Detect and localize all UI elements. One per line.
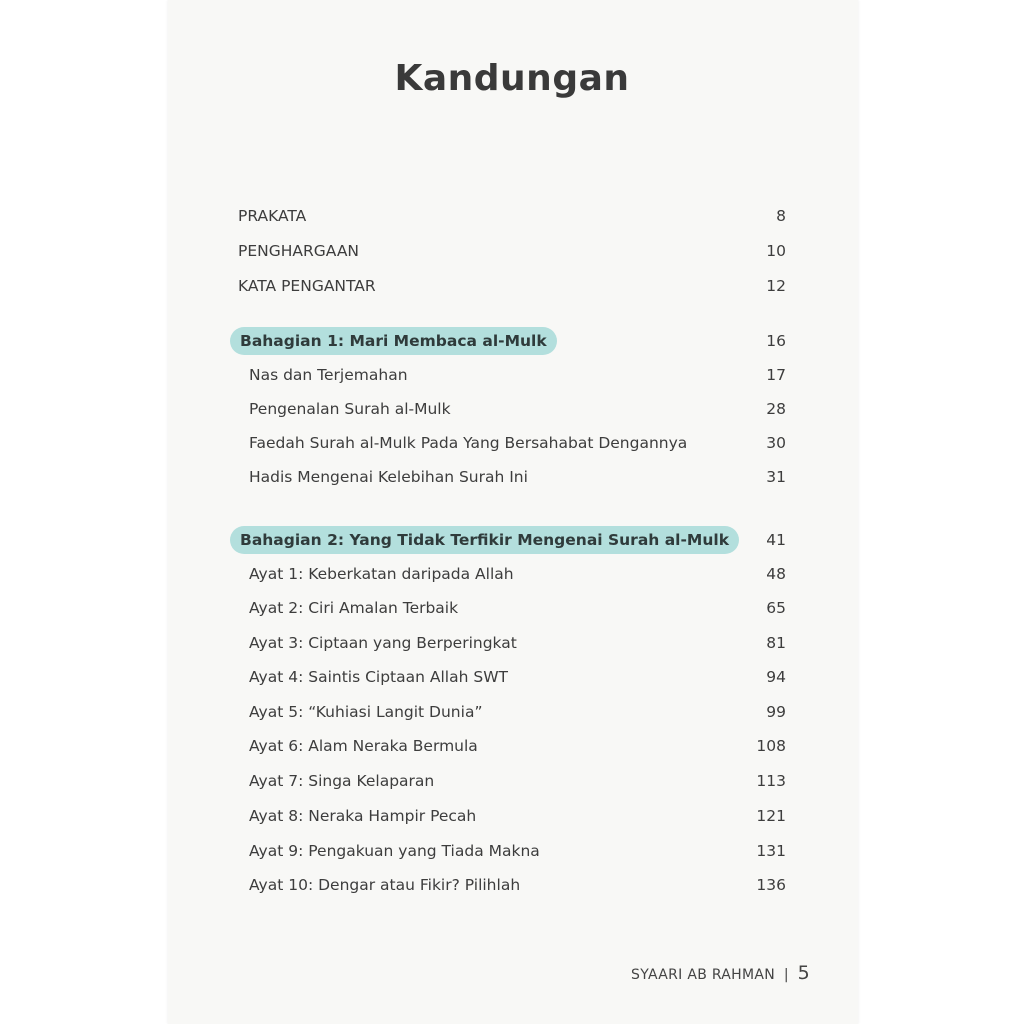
toc-entry-page: 65 — [766, 599, 786, 617]
toc-entry-page: 41 — [766, 531, 786, 549]
toc-entry-label: Ayat 9: Pengakuan yang Tiada Makna — [249, 842, 540, 860]
toc-entry-page: 94 — [766, 668, 786, 686]
toc-entry-label: Ayat 3: Ciptaan yang Berperingkat — [249, 634, 517, 652]
toc-entry — [238, 236, 786, 266]
footer-page-number: 5 — [797, 962, 810, 984]
toc-entry-page: 30 — [766, 434, 786, 452]
toc-entry — [238, 870, 786, 900]
toc-entry — [238, 766, 786, 796]
toc-entry-page: 12 — [766, 277, 786, 295]
toc-entry — [238, 731, 786, 761]
toc-entry-page: 28 — [766, 400, 786, 418]
toc-entry-page: 81 — [766, 634, 786, 652]
toc-entry-label: Pengenalan Surah al-Mulk — [249, 400, 451, 418]
toc-section-heading — [238, 525, 786, 555]
toc-entry — [238, 428, 786, 458]
toc-entry — [238, 271, 786, 301]
toc-entry — [238, 697, 786, 727]
toc-entry-label: Hadis Mengenai Kelebihan Surah Ini — [249, 468, 528, 486]
toc-entry-page: 99 — [766, 703, 786, 721]
toc-entry-label: Nas dan Terjemahan — [249, 366, 408, 384]
toc-entry-label: Faedah Surah al-Mulk Pada Yang Bersahabat Dengannya — [249, 434, 688, 452]
toc-entry-label: Ayat 4: Saintis Ciptaan Allah SWT — [249, 668, 508, 686]
toc-entry — [238, 360, 786, 390]
toc-entry-page: 31 — [766, 468, 786, 486]
toc-entry — [238, 662, 786, 692]
toc-entry-label: KATA PENGANTAR — [238, 277, 376, 295]
toc-entry-label: Ayat 10: Dengar atau Fikir? Pilihlah — [249, 876, 521, 894]
toc-entry — [238, 836, 786, 866]
toc-entry-page: 8 — [776, 207, 786, 225]
page-title: Kandungan — [394, 58, 630, 99]
section-heading-label: Bahagian 2: Yang Tidak Terfikir Mengenai Surah al-Mulk — [230, 526, 739, 554]
toc-entry — [238, 801, 786, 831]
section-heading-label: Bahagian 1: Mari Membaca al-Mulk — [230, 327, 557, 355]
toc-entry — [238, 628, 786, 658]
toc-entry-page: 16 — [766, 332, 786, 350]
toc-entry-label: Ayat 1: Keberkatan daripada Allah — [249, 565, 514, 583]
toc-entry-label: Ayat 5: “Kuhiasi Langit Dunia” — [249, 703, 483, 721]
toc-section-heading — [238, 326, 786, 356]
toc-entry-page: 113 — [756, 772, 786, 790]
toc-entry-page: 10 — [766, 242, 786, 260]
toc-entry-label: Ayat 2: Ciri Amalan Terbaik — [249, 599, 459, 617]
footer-author: SYAARI AB RAHMAN — [631, 967, 776, 983]
toc-entry — [238, 394, 786, 424]
toc-entry-page: 17 — [766, 366, 786, 384]
page-footer — [631, 962, 810, 984]
toc-entry-page: 121 — [756, 807, 786, 825]
toc-entry-label: Ayat 8: Neraka Hampir Pecah — [249, 807, 477, 825]
toc-entry-page: 108 — [756, 737, 786, 755]
toc-entry-label: Ayat 6: Alam Neraka Bermula — [249, 737, 478, 755]
footer-separator: | — [783, 967, 789, 983]
toc-entry-label: PENGHARGAAN — [238, 242, 360, 260]
toc-entry — [238, 559, 786, 589]
toc-entry — [238, 593, 786, 623]
toc-entry-label: PRAKATA — [238, 207, 307, 225]
toc-entry-page: 48 — [766, 565, 786, 583]
toc-entry — [238, 462, 786, 492]
toc-entry-page: 131 — [756, 842, 786, 860]
toc-entry-label: Ayat 7: Singa Kelaparan — [249, 772, 435, 790]
toc-entry-page: 136 — [756, 876, 786, 894]
toc-entry — [238, 201, 786, 231]
